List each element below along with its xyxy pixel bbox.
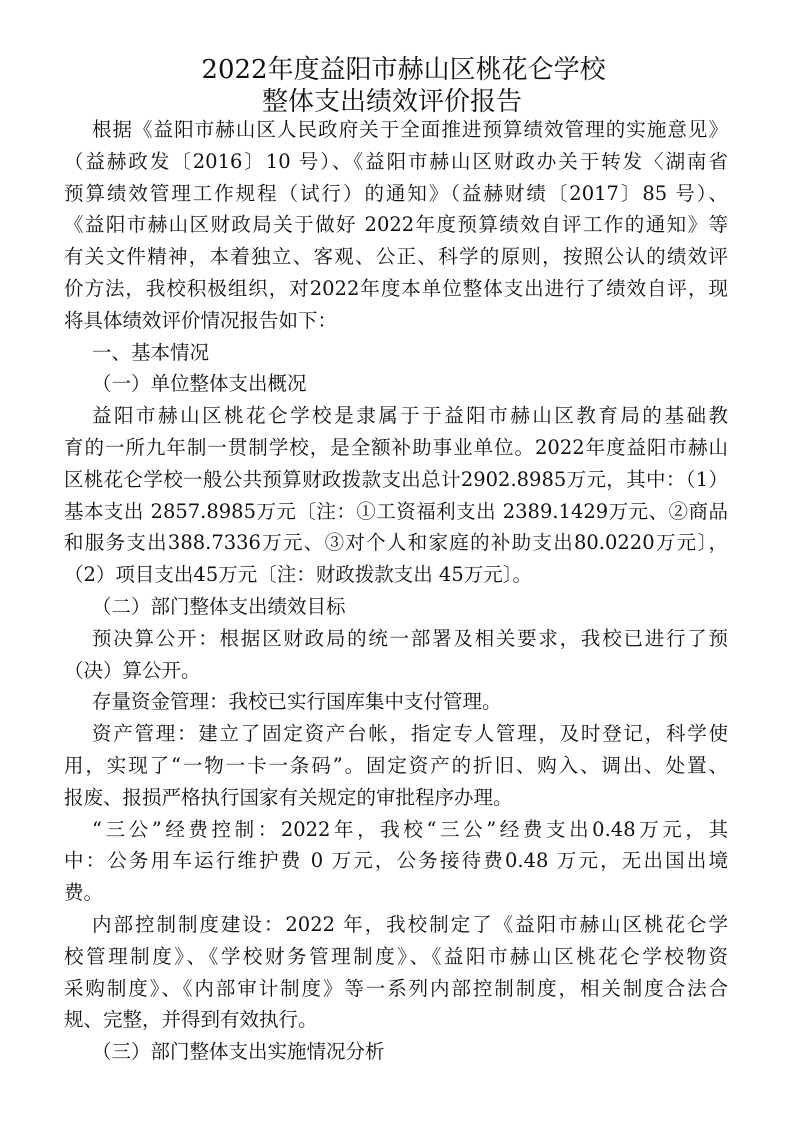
text-line: 益阳市赫山区桃花仑学校是隶属于于益阳市赫山区教育局的基础教 — [92, 404, 728, 428]
text-line: 费。 — [64, 881, 104, 905]
text-line: 《益阳市赫山区财政局关于做好 2022年度预算绩效自评工作的通知》等 — [64, 213, 728, 237]
document-body — [64, 114, 728, 1068]
text-line: 和服务支出388.7336万元、③对个人和家庭的补助支出80.0220万元〕， — [64, 531, 728, 555]
text-line: 内部控制制度建设：2022 年，我校制定了《益阳市赫山区桃花仑学 — [92, 912, 728, 936]
text-line: 存量资金管理：我校已实行国库集中支付管理。 — [92, 690, 502, 714]
text-line: 用，实现了“一物一卡一条码”。固定资产的折旧、购入、调出、处置、 — [64, 753, 728, 777]
text-line: （一）单位整体支出概况 — [92, 372, 307, 396]
text-line: （决）算公开。 — [64, 658, 201, 682]
text-line: 基本支出 2857.8985万元〔注：①工资福利支出 2389.1429万元、②商品 — [64, 499, 728, 523]
text-line: （二）部门整体支出绩效目标 — [92, 594, 346, 618]
document-title-line-2: 整体支出绩效评价报告 — [262, 87, 523, 117]
text-line: 中：公务用车运行维护费 0 万元，公务接待费0.48 万元，无出国出境 — [64, 849, 728, 873]
text-line: 价方法，我校积极组织，对2022年度本单位整体支出进行了绩效自评，现 — [64, 276, 728, 300]
text-line: 根据《益阳市赫山区人民政府关于全面推进预算绩效管理的实施意见》 — [92, 118, 728, 141]
text-line: 有关文件精神，本着独立、客观、公正、科学的原则，按照公认的绩效评 — [64, 245, 728, 269]
text-line: 规、完整，并得到有效执行。 — [64, 1008, 318, 1032]
text-line: 资产管理：建立了固定资产台帐，指定专人管理，及时登记，科学使 — [92, 722, 728, 746]
text-line: 预算绩效管理工作规程（试行）的通知》（益赫财绩〔2017〕85 号）、 — [64, 181, 728, 205]
text-line: 育的一所九年制一贯制学校，是全额补助事业单位。2022年度益阳市赫山 — [64, 435, 728, 459]
text-line: （益赫政发〔2016〕10 号）、《益阳市赫山区财政办关于转发〈湖南省 — [64, 149, 728, 173]
text-line: 将具体绩效评价情况报告如下： — [64, 308, 338, 332]
text-line: 校管理制度》、《学校财务管理制度》、《益阳市赫山区桃花仑学校物资 — [64, 944, 728, 968]
text-line: 一、基本情况 — [92, 340, 210, 364]
text-line: 报废、报损严格执行国家有关规定的审批程序办理。 — [64, 785, 513, 809]
text-line: （三）部门整体支出实施情况分析 — [92, 1040, 385, 1064]
text-line: （2）项目支出45万元〔注：财政拨款支出 45万元〕。 — [64, 563, 532, 587]
text-line: 预决算公开：根据区财政局的统一部署及相关要求，我校已进行了预 — [92, 626, 728, 650]
text-line: 区桃花仑学校一般公共预算财政拨款支出总计2902.8985万元，其中：（1） — [64, 467, 728, 491]
document-title-line-1: 2022年度益阳市赫山区桃花仑学校 — [201, 55, 606, 85]
text-line: 采购制度》、《内部审计制度》等一系列内部控制制度，相关制度合法合 — [64, 976, 728, 1000]
text-line: “三公”经费控制：2022年，我校“三公”经费支出0.48万元，其 — [92, 817, 728, 841]
